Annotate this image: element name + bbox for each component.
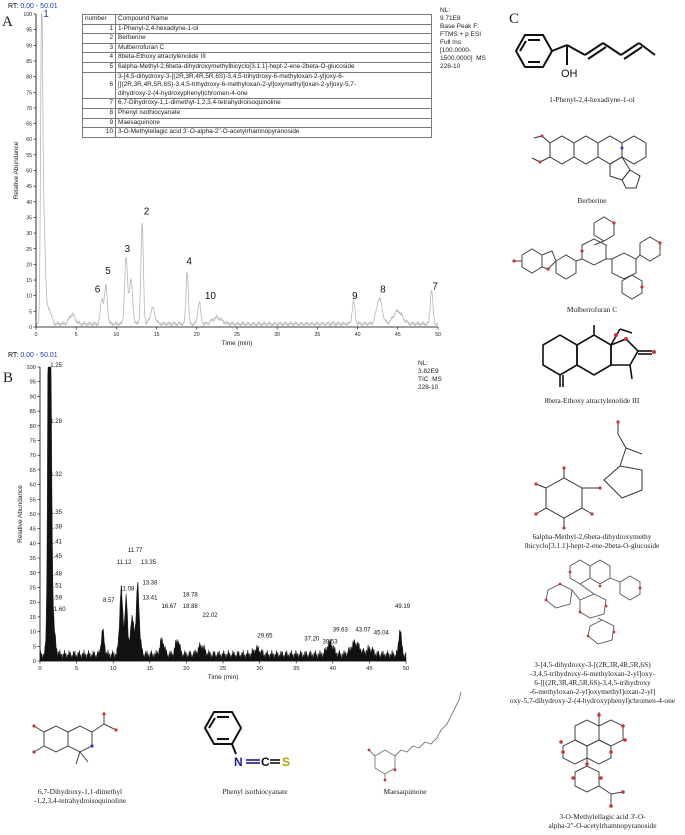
table-header-row bbox=[83, 15, 432, 25]
caption-line: 6alpha-Methyl-2,6beta-dihydroxymethy bbox=[532, 532, 652, 541]
structure-3-mulberrofuran bbox=[512, 215, 672, 300]
caption-5 bbox=[502, 532, 682, 550]
x-tick-label: 10 bbox=[109, 666, 117, 672]
structure-1-phenyl-hexadiynol bbox=[505, 25, 675, 90]
y-axis-label: Relative Abundance bbox=[17, 485, 24, 543]
caption-line: Phenyl isothiocyanate bbox=[222, 787, 288, 796]
row-name-line: dihydroxy-2-(4-hydroxyphenyl)chromen-4-one bbox=[118, 89, 248, 97]
peak-label: 29.65 bbox=[257, 633, 273, 640]
caption-9 bbox=[350, 787, 460, 796]
peak-label: 10 bbox=[204, 290, 216, 302]
x-tick-label: 50 bbox=[435, 332, 441, 338]
peak-label: 1.59 bbox=[50, 595, 62, 602]
peak-label: 18.88 bbox=[182, 604, 198, 611]
x-tick-label: 45 bbox=[366, 666, 373, 672]
x-tick-label: 25 bbox=[219, 666, 227, 672]
y-tick-label: 15 bbox=[26, 278, 32, 285]
caption-8 bbox=[185, 787, 325, 796]
info-line: NL: bbox=[440, 7, 451, 14]
row-name: 3-O-Methylellagic acid 3'-O-alpha-2"-O-acetylrhamnopyranoside bbox=[116, 128, 432, 138]
row-name: 6,7-Dihydroxy-1,1-dimethyl-1,2,3,4-tetrahydroisoquinoline bbox=[116, 99, 432, 109]
caption-4 bbox=[512, 396, 672, 405]
peak-label: 1.32 bbox=[50, 471, 62, 478]
table-row bbox=[83, 99, 432, 109]
caption-line: oxy-5,7-dihydroxy-2-(4-hydroxyphenyl)chromen-4-one bbox=[509, 696, 676, 705]
rt-range: 0.00 - 50.01 bbox=[20, 352, 58, 359]
peak-label: 1.45 bbox=[50, 554, 62, 561]
caption-line: 6-[[(2R,3R,4R,5R,6S)-3,4,5-trihydroxy bbox=[534, 678, 651, 687]
y-tick-label: 30 bbox=[29, 570, 36, 577]
y-tick-label: 60 bbox=[26, 137, 32, 144]
y-tick-label: 70 bbox=[29, 453, 36, 460]
panel-a-letter: A bbox=[2, 14, 13, 30]
peak-label: 7 bbox=[432, 281, 438, 293]
info-line: 228-10 bbox=[418, 384, 439, 391]
row-name: Berberine bbox=[116, 34, 432, 44]
y-tick-label: 30 bbox=[26, 231, 32, 238]
caption-line: -1,2,3,4-tetrahydroisoquinoline bbox=[33, 796, 127, 805]
caption-line: alpha-2"-O-acetylrhamnopyranoside bbox=[548, 821, 657, 830]
y-tick-label: 100 bbox=[26, 365, 36, 371]
peak-label: 11.08 bbox=[119, 586, 135, 593]
peak-label: 1.25 bbox=[50, 363, 62, 369]
caption-line: 1-Phenyl-2,4-hexadiyne-1-ol bbox=[549, 95, 635, 104]
y-tick-label: 80 bbox=[26, 74, 32, 81]
y-tick-label: 95 bbox=[26, 27, 32, 34]
header-compound-name: Compound Name bbox=[116, 15, 432, 25]
info-line: [100.0000- bbox=[440, 47, 472, 54]
x-tick-label: 35 bbox=[314, 332, 321, 338]
caption-10 bbox=[520, 812, 685, 830]
y-tick-label: 10 bbox=[26, 293, 32, 300]
caption-7 bbox=[15, 787, 145, 805]
info-line: 9.71E8 bbox=[440, 15, 461, 22]
structure-9-maesaquinone bbox=[355, 690, 465, 782]
caption-line: Maesaquinone bbox=[383, 787, 427, 796]
header-number: number bbox=[83, 15, 116, 25]
row-number: 7 bbox=[83, 99, 116, 109]
y-tick-label: 50 bbox=[29, 512, 36, 518]
table-row bbox=[83, 43, 432, 53]
n-label: N bbox=[234, 755, 243, 769]
chromatogram-trace bbox=[40, 367, 406, 661]
peak-label: 13.35 bbox=[141, 559, 157, 566]
peak-label: 18.78 bbox=[182, 592, 198, 599]
y-tick-label: 75 bbox=[26, 90, 32, 97]
peak-label: 11.12 bbox=[116, 559, 132, 566]
y-tick-label: 45 bbox=[26, 184, 32, 191]
caption-line: 6,7-Dihydroxy-1,1-dimethyl bbox=[37, 787, 123, 796]
peak-label: 1.38 bbox=[50, 524, 62, 531]
table-row bbox=[83, 34, 432, 44]
row-number: 10 bbox=[83, 128, 116, 138]
row-name-line: [[(2R,3R,4R,5R,6S)-3,4,5-trihydroxy-6-methyloxan-2-yl]oxymethyl]oxan-2-yl]oxy-5,7- bbox=[118, 81, 356, 89]
x-tick-label: 30 bbox=[256, 666, 263, 672]
caption-line: lbicyclo[3.1.1]-hept-2-ene-2beta-O-glucoside bbox=[524, 541, 660, 550]
structure-5-glucoside bbox=[530, 418, 670, 530]
peak-label: 3 bbox=[124, 243, 131, 255]
compound-table bbox=[82, 14, 432, 138]
row-name: 8beta-Ethoxy atractylenolide III bbox=[116, 53, 432, 63]
y-tick-label: 95 bbox=[29, 379, 36, 386]
benzene-ring-icon bbox=[205, 712, 241, 754]
s-label: S bbox=[282, 755, 291, 769]
x-tick-label: 15 bbox=[153, 332, 160, 338]
peak-label: 11.77 bbox=[127, 548, 143, 555]
caption-6 bbox=[500, 660, 685, 705]
caption-line: -3,4,5-trihydroxy-6-methyloxan-2-yl]oxy- bbox=[530, 669, 655, 678]
x-tick-label: 30 bbox=[274, 332, 281, 338]
peak-label: 1.48 bbox=[50, 571, 62, 578]
peak-label: 13.41 bbox=[142, 595, 158, 602]
y-tick-label: 20 bbox=[26, 262, 32, 269]
table-row bbox=[83, 72, 432, 99]
y-tick-label: 10 bbox=[29, 629, 36, 636]
x-tick-label: 20 bbox=[193, 332, 200, 338]
peak-label: 1.35 bbox=[50, 510, 62, 516]
y-tick-label: 85 bbox=[29, 409, 36, 416]
peak-label: 8.57 bbox=[102, 598, 115, 605]
peak-label: 13.38 bbox=[142, 580, 158, 587]
caption-line: 8beta-Ethoxy atractylenolide III bbox=[544, 396, 640, 405]
peak-label: 45.04 bbox=[373, 630, 389, 637]
x-tick-label: 45 bbox=[394, 332, 401, 338]
y-tick-label: 100 bbox=[23, 12, 32, 18]
panel-b-letter: B bbox=[3, 370, 14, 386]
table-row bbox=[83, 53, 432, 63]
row-number: 6 bbox=[83, 72, 116, 99]
structure-4-atractylenolide bbox=[528, 325, 668, 390]
x-tick-label: 5 bbox=[74, 666, 79, 672]
peak-label: 6 bbox=[94, 284, 101, 296]
peak-label: 1.41 bbox=[50, 539, 62, 546]
row-name-line: 3-[4,5-dihydroxy-3-[(2R,3R,4R,5R,6S)-3,4,5-trihydroxy-6-methyloxan-2-yl]oxy-6- bbox=[118, 72, 344, 80]
y-tick-label: 50 bbox=[26, 168, 32, 175]
panel-c-letter: C bbox=[509, 11, 520, 27]
caption-line: 3-O-Methylellagic acid 3'-O- bbox=[559, 812, 646, 821]
peak-label: 22.02 bbox=[202, 612, 218, 619]
y-tick-label: 40 bbox=[26, 199, 32, 206]
row-number: 3 bbox=[83, 43, 116, 53]
y-tick-label: 65 bbox=[29, 467, 36, 474]
structure-10-ellagic-acid bbox=[555, 712, 645, 810]
y-tick-label: 90 bbox=[29, 394, 36, 401]
info-line: 3.82E9 bbox=[418, 368, 439, 375]
c-label: C bbox=[261, 755, 270, 769]
y-tick-label: 90 bbox=[26, 43, 32, 50]
panel-b-chromatogram bbox=[0, 350, 450, 681]
x-tick-label: 20 bbox=[183, 666, 190, 672]
rt-label: RT: bbox=[8, 352, 21, 359]
caption-line: -6-methyloxan-2-yl]oxymethyl]oxan-2-yl] bbox=[529, 687, 656, 696]
table-row bbox=[83, 24, 432, 34]
structure-7-tetrahydroisoquinoline bbox=[22, 712, 132, 782]
info-line: 1500.0000] MS bbox=[440, 55, 486, 62]
diyne-chain-icon bbox=[552, 43, 655, 65]
info-line: NL: bbox=[418, 360, 429, 367]
info-line: Base Peak F: bbox=[440, 23, 480, 30]
structure-2-berberine bbox=[530, 118, 670, 193]
row-number: 9 bbox=[83, 118, 116, 128]
y-tick-label: 45 bbox=[29, 526, 36, 533]
oh-label: OH bbox=[561, 68, 578, 80]
peak-label: 37.20 bbox=[304, 636, 320, 643]
x-axis-label: Time (min) bbox=[207, 674, 239, 681]
table-row bbox=[83, 128, 432, 138]
y-tick-label: 0 bbox=[32, 659, 36, 665]
y-tick-label: 15 bbox=[29, 614, 36, 621]
caption-2 bbox=[512, 196, 672, 205]
row-name: 6alpha-Methyl-2,6beta-dihydroxymethylbicyclo[3.1.1]-hept-2-ene-2beta-O-glucoside bbox=[116, 62, 432, 72]
x-tick-label: 35 bbox=[292, 666, 300, 672]
caption-line: Mulberrofuran C bbox=[566, 305, 618, 314]
y-tick-label: 85 bbox=[26, 58, 32, 65]
y-tick-label: 80 bbox=[29, 423, 36, 430]
row-name: Maesaquinone bbox=[116, 118, 432, 128]
x-tick-label: 0 bbox=[38, 666, 42, 672]
y-axis-label: Relative Abundance bbox=[13, 141, 20, 200]
peak-label: 5 bbox=[105, 265, 111, 277]
row-number: 1 bbox=[83, 24, 116, 34]
peak-label: 39.53 bbox=[322, 639, 338, 646]
y-tick-label: 40 bbox=[29, 541, 36, 548]
x-tick-label: 40 bbox=[354, 332, 361, 338]
caption-line: Berberine bbox=[577, 196, 607, 205]
peak-label: 4 bbox=[186, 256, 192, 268]
table-row bbox=[83, 118, 432, 128]
table-row bbox=[83, 108, 432, 118]
caption-line: 3-[4,5-dihydroxy-3-[(2R,3R,4R,5R,6S) bbox=[534, 660, 651, 669]
peak-label: 2 bbox=[143, 206, 150, 218]
y-tick-label: 75 bbox=[29, 438, 36, 445]
peak-label: 9 bbox=[351, 290, 358, 302]
row-name: Phenyl isothiocyanate bbox=[116, 108, 432, 118]
structure-8-phenyl-isothiocyanate bbox=[200, 706, 310, 778]
x-axis-label: Time (min) bbox=[221, 340, 253, 347]
phenyl-ring-icon bbox=[516, 35, 552, 67]
row-number: 4 bbox=[83, 53, 116, 63]
y-tick-label: 25 bbox=[29, 585, 36, 592]
y-tick-label: 20 bbox=[29, 600, 36, 607]
info-line: 228-10 bbox=[440, 63, 461, 70]
peak-label: 39.63 bbox=[332, 627, 348, 634]
row-name: 1-Phenyl-2,4-hexadiyne-1-ol bbox=[116, 24, 432, 34]
peak-label: 1.28 bbox=[50, 418, 62, 425]
peak-label: 16.67 bbox=[161, 604, 177, 611]
caption-1 bbox=[512, 95, 672, 104]
y-tick-label: 55 bbox=[29, 497, 36, 504]
rt-range: 0.00 - 50.01 bbox=[20, 3, 58, 10]
structure-6-flavonoid-glycoside bbox=[540, 560, 660, 655]
y-tick-label: 0 bbox=[29, 325, 32, 331]
info-line: FTMS + p ESI bbox=[440, 31, 481, 38]
row-number: 8 bbox=[83, 108, 116, 118]
x-tick-label: 5 bbox=[74, 332, 78, 338]
row-name bbox=[116, 72, 432, 99]
peak-label: 1.60 bbox=[53, 607, 66, 614]
row-number: 2 bbox=[83, 34, 116, 44]
y-tick-label: 55 bbox=[26, 152, 32, 159]
x-tick-label: 10 bbox=[113, 332, 120, 338]
row-number: 5 bbox=[83, 62, 116, 72]
y-tick-label: 5 bbox=[32, 644, 36, 651]
caption-3 bbox=[512, 305, 672, 314]
rt-label: RT: bbox=[8, 3, 21, 10]
peak-label: 1.51 bbox=[50, 583, 62, 590]
info-line: Full ms bbox=[440, 39, 461, 46]
info-line: TIC MS bbox=[418, 376, 442, 383]
row-name: Mulberrofuran C bbox=[116, 43, 432, 53]
x-tick-label: 0 bbox=[34, 332, 38, 338]
x-tick-label: 40 bbox=[329, 666, 337, 672]
y-tick-label: 65 bbox=[26, 121, 32, 128]
table-row bbox=[83, 62, 432, 72]
x-tick-label: 15 bbox=[146, 666, 154, 672]
y-tick-label: 5 bbox=[29, 309, 32, 316]
peak-label: 8 bbox=[380, 284, 386, 296]
peak-label: 49.19 bbox=[395, 604, 411, 611]
y-tick-label: 25 bbox=[26, 246, 32, 253]
y-tick-label: 35 bbox=[26, 215, 32, 222]
x-tick-label: 25 bbox=[234, 332, 240, 338]
y-tick-label: 60 bbox=[29, 482, 36, 489]
x-tick-label: 50 bbox=[402, 666, 410, 672]
y-tick-label: 70 bbox=[26, 105, 32, 112]
peak-label: 1 bbox=[43, 9, 49, 21]
peak-label: 43.07 bbox=[355, 627, 371, 634]
y-tick-label: 35 bbox=[29, 556, 36, 563]
